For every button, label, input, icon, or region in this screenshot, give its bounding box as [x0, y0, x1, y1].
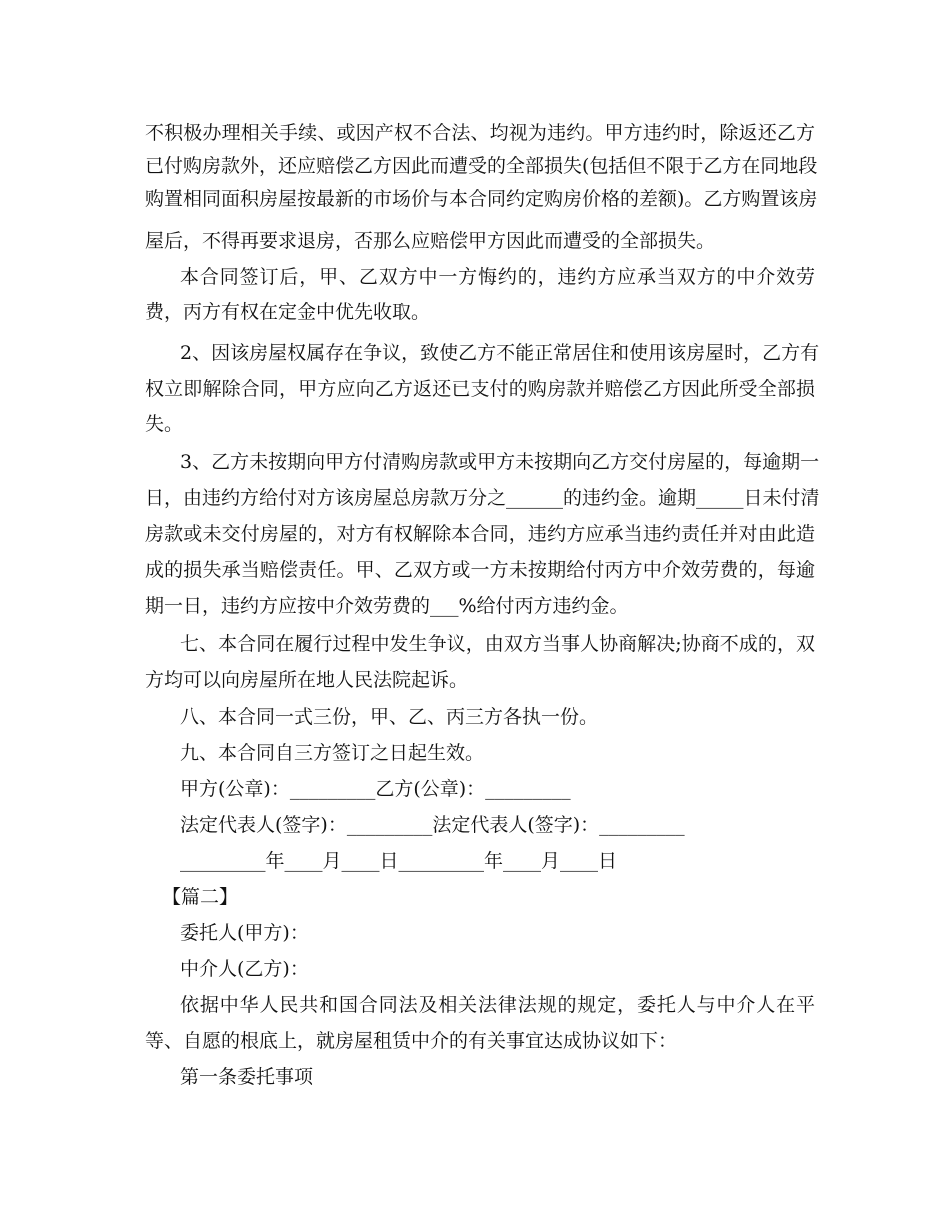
paragraph-line: 费，丙方有权在定金中优先收取。 — [145, 301, 431, 323]
paragraph-line: 九、本合同自三方签订之日起生效。 — [180, 742, 485, 764]
paragraph-line: 本合同签订后，甲、乙双方中一方悔约的，违约方应承当双方的中介效劳 — [180, 266, 815, 288]
paragraph-line: 七、本合同在履行过程中发生争议，由双方当事人协商解决;协商不成的，双 — [180, 633, 815, 655]
paragraph-line: 3、乙方未按期向甲方付清购房款或甲方未按期向乙方交付房屋的，每逾期一 — [180, 451, 820, 473]
article-heading: 第一条委托事项 — [180, 1066, 314, 1088]
signature-line: 甲方(公章)：_________乙方(公章)：_________ — [180, 778, 571, 800]
paragraph-line: 依据中华人民共和国合同法及相关法律法规的规定，委托人与中介人在平 — [180, 994, 815, 1016]
paragraph-line: 权立即解除合同，甲方应向乙方返还已支付的购房款并赔偿乙方因此所受全部损 — [145, 378, 815, 400]
party-line: 中介人(乙方)： — [180, 958, 309, 980]
paragraph-line: 不积极办理相关手续、或因产权不合法、均视为违约。甲方违约时，除返还乙方 — [145, 122, 815, 144]
paragraph-line: 屋后，不得再要求退房，否那么应赔偿甲方因此而遭受的全部损失。 — [145, 230, 716, 252]
section-heading: 【篇二】 — [162, 886, 239, 908]
paragraph-line: 期一日，违约方应按中介效劳费的___%给付丙方违约金。 — [145, 595, 629, 617]
paragraph-line: 失。 — [145, 413, 184, 435]
signature-line: 法定代表人(签字)：_________法定代表人(签字)：_________ — [180, 814, 685, 836]
paragraph-line: 日，由违约方给付对方该房屋总房款万分之______的违约金。逾期_____日未付清 — [145, 487, 820, 509]
paragraph-line: 成的损失承当赔偿责任。甲、乙双方或一方未按期给付丙方中介效劳费的，每逾 — [145, 559, 815, 581]
paragraph-line: 已付购房款外，还应赔偿乙方因此而遭受的全部损失(包括但不限于乙方在同地段 — [145, 155, 818, 177]
paragraph-line: 房款或未交付房屋的，对方有权解除本合同，违约方应承当违约责任并对由此造 — [145, 523, 815, 545]
party-line: 委托人(甲方)： — [180, 922, 309, 944]
paragraph-line: 购置相同面积房屋按最新的市场价与本合同约定购房价格的差额)。乙方购置该房 — [145, 188, 818, 210]
paragraph-line: 方均可以向房屋所在地人民法院起诉。 — [145, 669, 469, 691]
paragraph-line: 八、本合同一式三份，甲、乙、丙三方各执一份。 — [180, 706, 599, 728]
paragraph-line: 等、自愿的根底上，就房屋租赁中介的有关事宜达成协议如下： — [145, 1030, 678, 1052]
paragraph-line: 2、因该房屋权属存在争议，致使乙方不能正常居住和使用该房屋时，乙方有 — [180, 342, 820, 364]
date-line: _________年____月____日_________年____月____日 — [180, 850, 618, 872]
